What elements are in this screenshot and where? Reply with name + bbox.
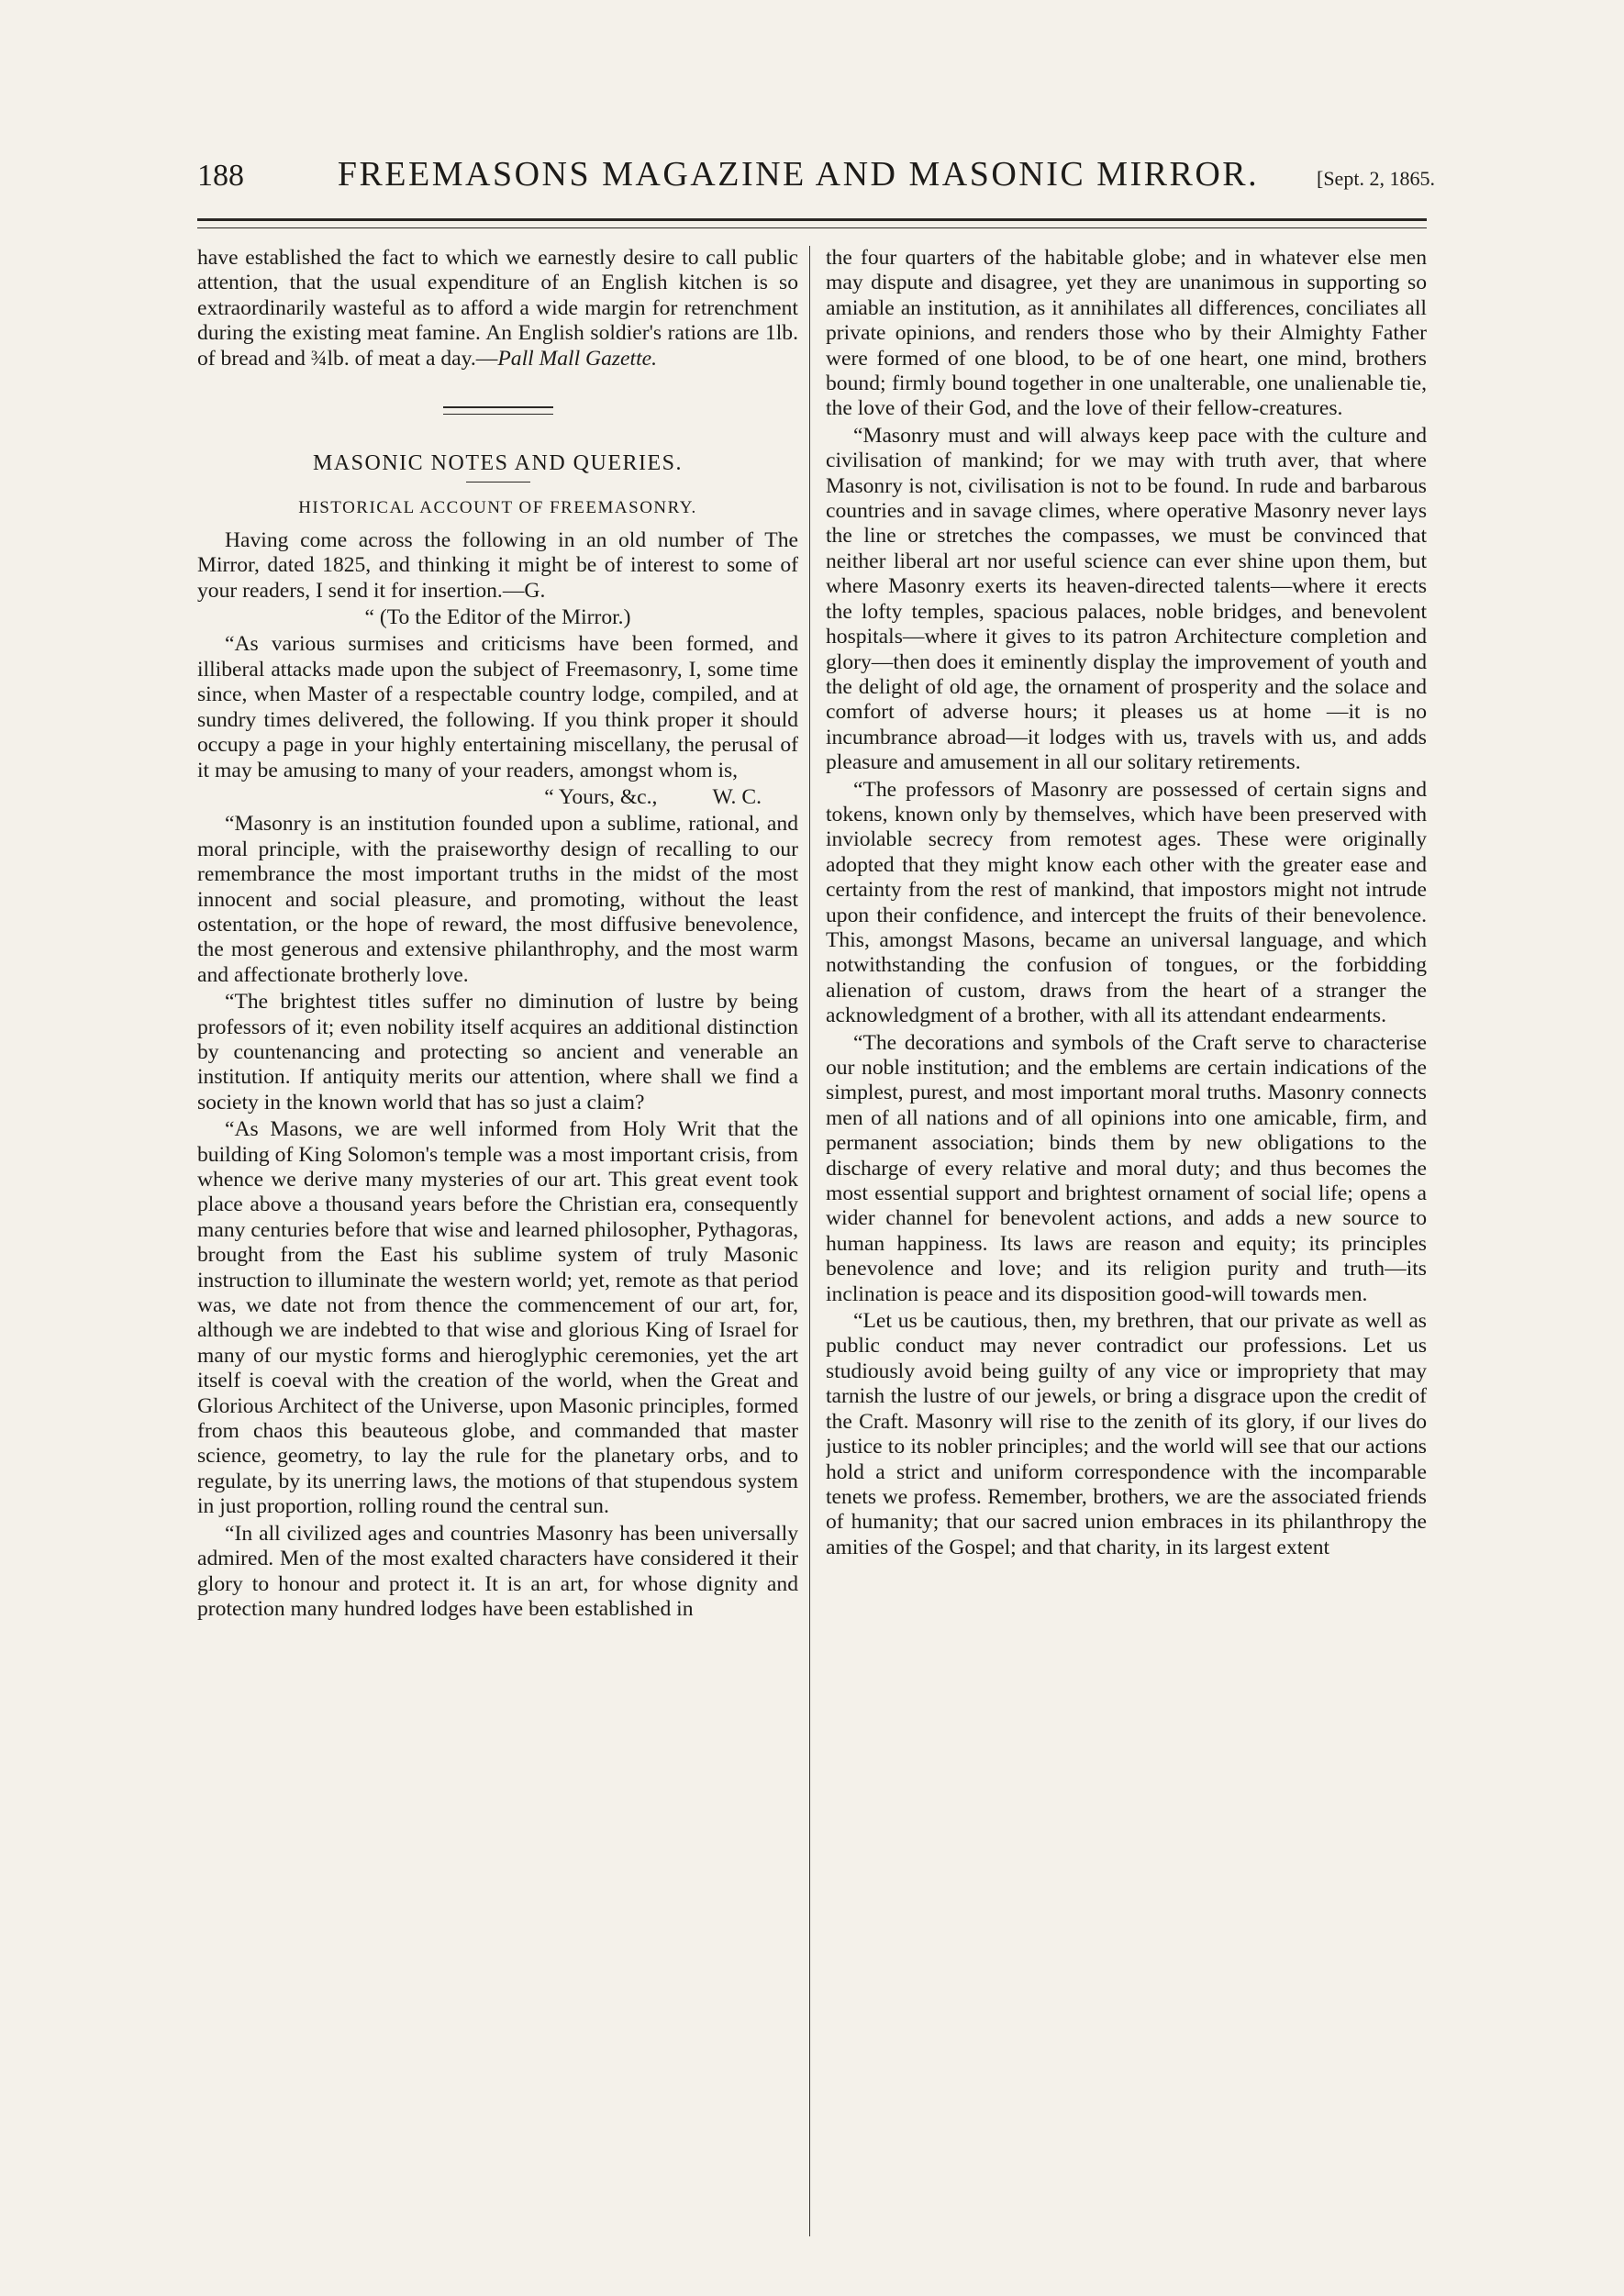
page-number: 188 [197,159,244,193]
subsection-title: HISTORICAL ACCOUNT OF FREEMASONRY. [298,498,697,518]
paragraph: “The professors of Masonry are possessed of certain signs and tokens, known only by themselves, which have been preserved with inviolable secrecy from remotest ages. These were originally adopted that they might know each other with the greater ease and certainty from the rest of mankind, that impostors might not intrude upon their confidence, and intercept the fruits of their benevolence. This, amongst Masons, became an universal language, and which notwithstanding the confusion of tongues, or the forbidding alienation of custom, draws from the heart of a stranger the acknowledgment of a brother, with all its attendant endearments. [826,777,1427,1028]
paragraph: “The brightest titles suffer no diminution of lustre by being professors of it; even nobility itself acquires an additional distinction by countenancing and protecting so ancient and venerable an institution. If antiquity merits our attention, where shall we find a society in the known world that has so just a claim? [197,990,798,1115]
intro-paragraph [197,246,798,372]
paragraph: Having come across the following in an old number of The Mirror, dated 1825, and thinking it might be of interest to some of your readers, I send it for insertion.—G. [197,527,798,603]
paragraph: “Masonry must and will always keep pace with the culture and civilisation of mankind; for we may with truth aver, that where Masonry is not, civilisation is not to be found. In rude and barbarous countries and in savage climes, where operative Masonry never lays the line or stretches the compasses, we must be convinced that neither liberal art nor useful science can ever shine upon them, but where Masonry exerts its heaven-directed talents—where it erects the lofty temples, spacious palaces, noble bridges, and benevolent hospitals—where it gives to its patron Architecture completion and glory—then does it eminently display the improvement of youth and the delight of old age, the ornament of prosperity and the solace and comfort of adverse hours; it pleases us at home —it is no incumbrance abroad—it lodges with us, travels with us, and adds pleasure and amusement in all our solitary retirements. [826,423,1427,775]
issue-date: [Sept. 2, 1865. [1317,167,1435,190]
editor-address: “ (To the Editor of the Mirror.) [364,605,631,630]
right-column [826,246,1427,2236]
paragraph: “Masonry is an institution founded upon a sublime, rational, and moral principle, with the praiseworthy design of recalling to our remembrance the most important truths in the midst of the most innocent and social pleasure, and promoting, without the least ostentation, or the hope of reward, the most diffusive benevolence, the most generous and extensive philanthrophy, and the most warm and affectionate brotherly love. [197,812,798,987]
paragraph: “In all civilized ages and countries Masonry has been universally admired. Men of the most exalted characters have considered it their glory to honour and protect it. It is an art, for whose dignity and protection many hundred lodges have been established in [197,1521,798,1621]
section-rule-thin [443,414,553,415]
paragraph: “As various surmises and criticisms have been formed, and illiberal attacks made upon the subject of Freemasonry, I, some time since, when Master of a respectable country lodge, compiled, and at sundry times delivered, the following. If you think proper it should occupy a page in your highly entertaining miscellany, the perusal of it may be amusing to many of your readers, amongst whom is, [197,632,798,782]
left-column [197,246,798,2236]
paragraph: “As Masons, we are well informed from Holy Writ that the building of King Solomon's temple was a most important crisis, from whence we derive many mysteries of our art. This great event took place above a thousand years before the Christian era, consequently many centuries before that wise and learned philosopher, Pythagoras, brought from the East his sublime system of truly Masonic instruction to illuminate the western world; yet, remote as that period was, we date not from thence the commencement of our art, for, although we are indebted to that wise and glorious King of Israel for many of our mystic forms and hieroglyphic ceremonies, yet the art itself is coeval with the creation of the world, when the Great and Glorious Architect of the Universe, upon Masonic principles, formed from chaos this beauteous globe, and commanded that master science, geometry, to lay the rule for the planetary orbs, and to regulate, by its unerring laws, the motions of that stupendous system in just proportion, rolling round the central sun. [197,1117,798,1519]
paragraph: “The decorations and symbols of the Craft serve to characterise our noble institution; and the emblems are certain indications of the simplest, purest, and most important moral truths. Masonry connects men of all nations and of all opinions into one amicable, firm, and permanent association; binds them by new obligations to the discharge of every relative and moral duty; and thus becomes the most essential support and brightest ornament of social life; opens a wider channel for benevolent actions, and adds a new source to human happiness. Its laws are reason and equity; its principles benevolence and love; and its religion purity and truth—its inclination is peace and its disposition good-will towards men. [826,1030,1427,1306]
section-rule [443,406,553,408]
signature-initials: W. C. [712,784,762,809]
intro-source: Pall Mall Gazette. [497,346,658,371]
header-rule-thin [197,227,1427,228]
header-rule [197,218,1427,221]
paragraph: the four quarters of the habitable globe; and in whatever else men may dispute and disagree, yet they are unanimous in supporting so amiable an institution, as it annihilates all differences, conciliates all private opinions, and renders those who by their Almighty Father were formed of one blood, to be of one heart, one mind, brothers bound; firmly bound together in one unalterable, one unalienable tie, the love of their God, and the love of their fellow-creatures. [826,246,1427,421]
signature-salutation: “ Yours, &c., [544,784,658,809]
letter-signature [197,785,798,810]
intro-text: have established the fact to which we earnestly desire to call public attention, that the usual expenditure of an English kitchen is so extraordinarily wasteful as to afford a wide margin for retrenchment during the existing meat famine. An English soldier's rations are 1lb. of bread and ¾lb. of meat a day.— [197,246,798,371]
section-title: MASONIC NOTES AND QUERIES. [312,451,684,476]
paragraph: “Let us be cautious, then, my brethren, that our private as well as public conduct may never contradict our professions. Let us studiously avoid being guilty of any vice or impropriety that may tarnish the lustre of our jewels, or bring a disgrace upon the credit of the Craft. Masonry will rise to the zenith of its glory, if our lives do justice to its nobler principles; and the world will see that our actions hold a strict and uniform correspondence with the incomparable tenets we profess. Remember, brothers, we are the associated friends of humanity; that our sacred union embraces in its philanthropy the amities of the Gospel; and that charity, in its largest extent [826,1309,1427,1559]
masthead [197,154,1435,209]
magazine-title: FREEMASONS MAGAZINE AND MASONIC MIRROR. [337,155,1260,194]
column-divider [809,246,810,2236]
